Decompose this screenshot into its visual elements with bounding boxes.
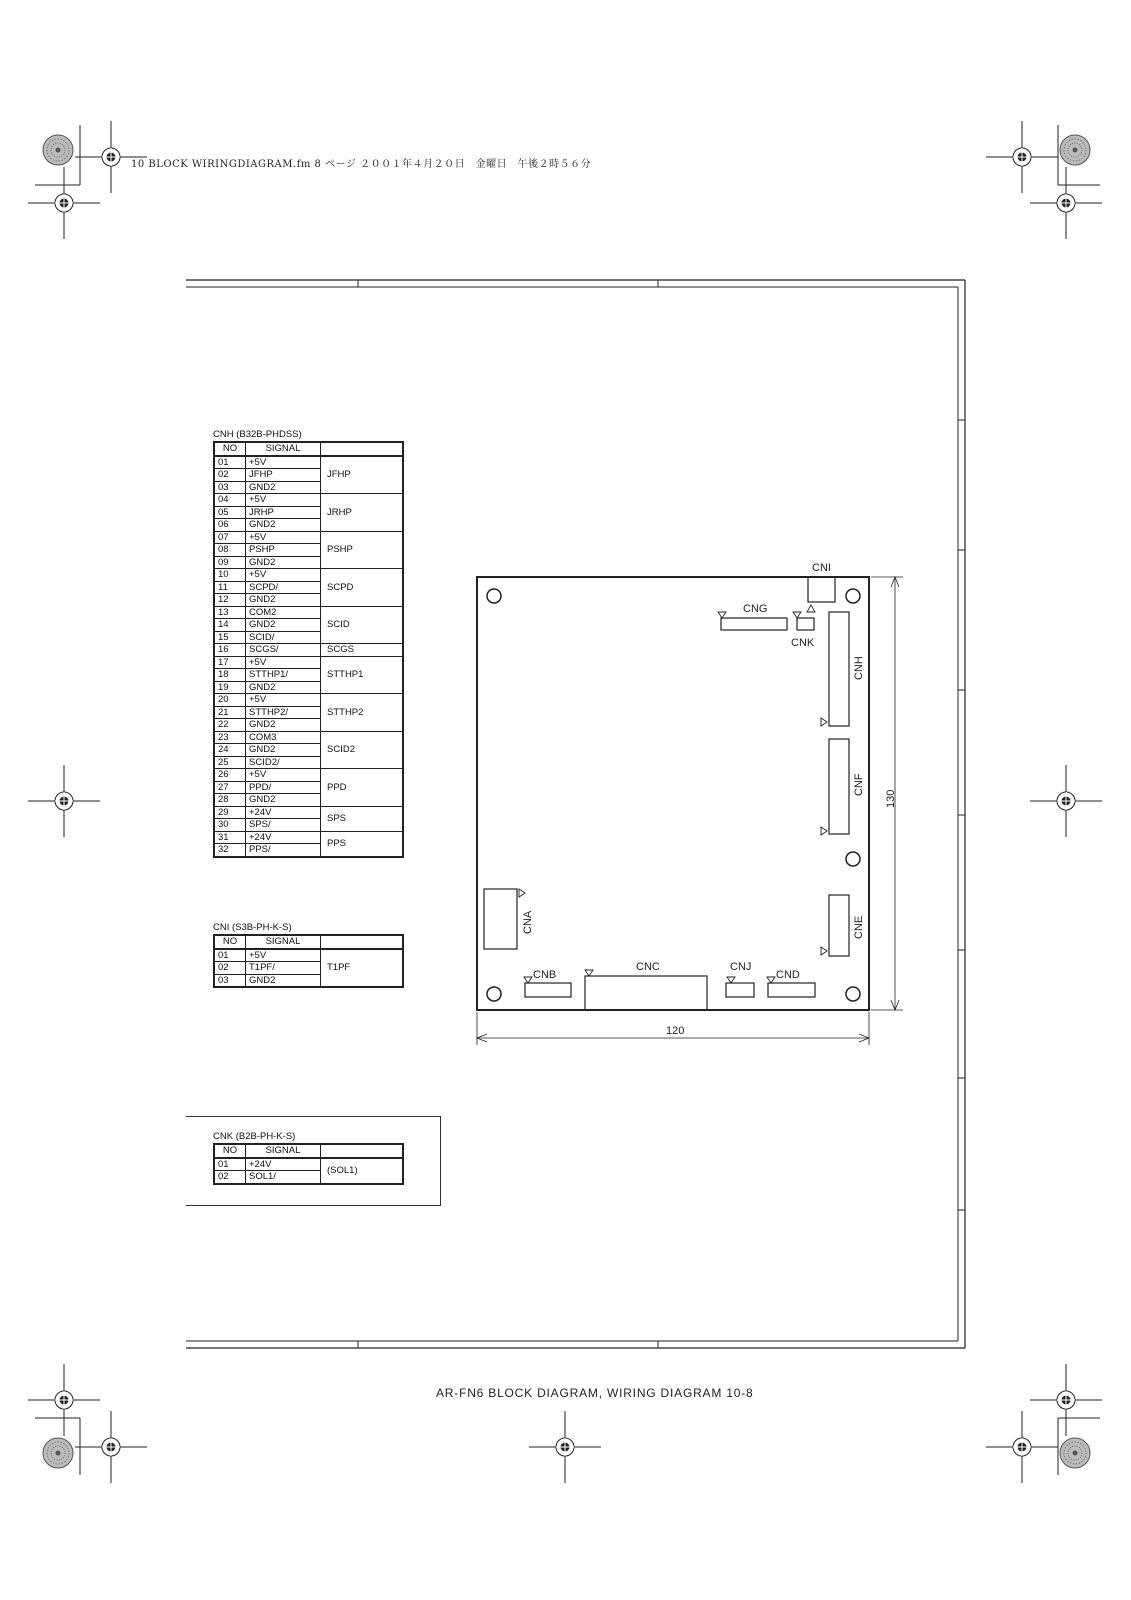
pin-signal: +5V bbox=[246, 949, 321, 962]
pin-number: 07 bbox=[214, 531, 246, 544]
signal-group: STTHP2 bbox=[321, 694, 404, 732]
footprint-cng bbox=[721, 618, 787, 630]
col-no: NO bbox=[214, 1144, 246, 1158]
pin-signal: GND2 bbox=[246, 744, 321, 757]
pin-number: 24 bbox=[214, 744, 246, 757]
registration-mark bbox=[1030, 1364, 1102, 1436]
footprint-cna bbox=[484, 889, 517, 949]
pin-number: 03 bbox=[214, 974, 246, 987]
mounting-hole bbox=[846, 987, 860, 1001]
pin-row bbox=[214, 456, 403, 469]
pin-row bbox=[214, 569, 403, 582]
pin-row bbox=[214, 494, 403, 507]
pin-number: 20 bbox=[214, 694, 246, 707]
pin-signal: SCID/ bbox=[246, 631, 321, 644]
registration-mark bbox=[28, 1364, 100, 1436]
pin-number: 32 bbox=[214, 844, 246, 857]
pin-number: 17 bbox=[214, 656, 246, 669]
footprint-cni bbox=[808, 577, 835, 602]
pin-number: 31 bbox=[214, 831, 246, 844]
pin-number: 21 bbox=[214, 706, 246, 719]
cni-pin-table bbox=[213, 934, 404, 988]
signal-group: JFHP bbox=[321, 456, 404, 494]
pin-signal: +5V bbox=[246, 494, 321, 507]
registration-mark bbox=[28, 765, 100, 837]
signal-group: STTHP1 bbox=[321, 656, 404, 694]
pin-signal: PPD/ bbox=[246, 781, 321, 794]
pin-signal: GND2 bbox=[246, 974, 321, 987]
pin-number: 29 bbox=[214, 806, 246, 819]
pin-number: 28 bbox=[214, 794, 246, 807]
footprint-cnc bbox=[585, 976, 707, 1010]
registration-mark bbox=[529, 1411, 601, 1483]
signal-group: PPS bbox=[321, 831, 404, 857]
pin-signal: SCID2/ bbox=[246, 756, 321, 769]
pin-signal: +24V bbox=[246, 1158, 321, 1171]
mounting-hole bbox=[846, 589, 860, 603]
pin-signal: +24V bbox=[246, 831, 321, 844]
pin-number: 25 bbox=[214, 756, 246, 769]
registration-mark bbox=[986, 1411, 1058, 1483]
pin-row bbox=[214, 731, 403, 744]
mounting-hole bbox=[487, 589, 501, 603]
label-cni: CNI bbox=[812, 562, 831, 574]
pin-signal: +5V bbox=[246, 694, 321, 707]
pin-number: 19 bbox=[214, 681, 246, 694]
print-header: 10 BLOCK WIRINGDIAGRAM.fm 8 ページ ２００１年４月２０日 金曜日 午後２時５６分 bbox=[131, 159, 592, 170]
pin-signal: GND2 bbox=[246, 719, 321, 732]
pin-signal: GND2 bbox=[246, 594, 321, 607]
pin-number: 10 bbox=[214, 569, 246, 582]
pin-number: 14 bbox=[214, 619, 246, 632]
pin-signal: COM2 bbox=[246, 606, 321, 619]
pin-row bbox=[214, 644, 403, 657]
crop-marks bbox=[35, 125, 1100, 1475]
footprint-cnf bbox=[829, 739, 849, 834]
starburst-mark bbox=[43, 135, 73, 165]
pin-signal: SPS/ bbox=[246, 819, 321, 832]
label-cnf: CNF bbox=[853, 773, 865, 796]
pin-number: 15 bbox=[214, 631, 246, 644]
pin-signal: JFHP bbox=[246, 469, 321, 482]
cnh-connector-block bbox=[213, 429, 404, 858]
pin-number: 16 bbox=[214, 644, 246, 657]
pin-signal: GND2 bbox=[246, 681, 321, 694]
pin-row bbox=[214, 694, 403, 707]
pin-signal: +24V bbox=[246, 806, 321, 819]
pin-number: 01 bbox=[214, 456, 246, 469]
cnh-title: CNH (B32B-PHDSS) bbox=[213, 429, 302, 440]
pin-signal: +5V bbox=[246, 569, 321, 582]
signal-group: JRHP bbox=[321, 494, 404, 532]
footprint-cnh bbox=[829, 612, 849, 726]
pin-signal: SOL1/ bbox=[246, 1171, 321, 1184]
pin-signal: GND2 bbox=[246, 619, 321, 632]
pin-number: 30 bbox=[214, 819, 246, 832]
pin-number: 01 bbox=[214, 1158, 246, 1171]
dimension-width: 120 bbox=[666, 1025, 685, 1037]
label-cne: CNE bbox=[853, 915, 865, 939]
footprint-cnd bbox=[768, 983, 815, 997]
pin-number: 04 bbox=[214, 494, 246, 507]
label-cnk: CNK bbox=[791, 637, 815, 649]
pin-number: 03 bbox=[214, 481, 246, 494]
registration-mark bbox=[28, 167, 100, 239]
col-signal: SIGNAL bbox=[246, 935, 321, 949]
footprint-cnj bbox=[726, 983, 754, 997]
pin-signal: +5V bbox=[246, 769, 321, 782]
cnk-pin-table bbox=[213, 1143, 404, 1185]
pin-row bbox=[214, 949, 403, 962]
mounting-hole bbox=[487, 987, 501, 1001]
pin-number: 22 bbox=[214, 719, 246, 732]
pin-signal: COM3 bbox=[246, 731, 321, 744]
pin-signal: STTHP1/ bbox=[246, 669, 321, 682]
label-cnj: CNJ bbox=[730, 961, 752, 973]
pin-number: 01 bbox=[214, 949, 246, 962]
pin-signal: SCPD/ bbox=[246, 581, 321, 594]
pin-signal: GND2 bbox=[246, 519, 321, 532]
label-cnb: CNB bbox=[533, 969, 557, 981]
pin-signal: +5V bbox=[246, 531, 321, 544]
label-cna: CNA bbox=[522, 910, 534, 934]
pin-signal: PSHP bbox=[246, 544, 321, 557]
pin-signal: STTHP2/ bbox=[246, 706, 321, 719]
cni-connector-block bbox=[213, 922, 404, 988]
footprint-cnk bbox=[797, 618, 814, 630]
mounting-hole bbox=[846, 852, 860, 866]
pin-signal: GND2 bbox=[246, 481, 321, 494]
pin-row bbox=[214, 531, 403, 544]
pin-number: 06 bbox=[214, 519, 246, 532]
col-group bbox=[321, 442, 404, 456]
cnk-connector-block bbox=[213, 1131, 404, 1185]
pin-number: 02 bbox=[214, 962, 246, 975]
label-cnc: CNC bbox=[636, 961, 660, 973]
col-signal: SIGNAL bbox=[246, 442, 321, 456]
signal-group: SCID2 bbox=[321, 731, 404, 769]
footprint-cnb bbox=[525, 983, 571, 997]
label-cnh: CNH bbox=[853, 656, 865, 680]
col-no: NO bbox=[214, 935, 246, 949]
signal-group: SCID bbox=[321, 606, 404, 644]
signal-group: SCGS bbox=[321, 644, 404, 657]
cni-title: CNI (S3B-PH-K-S) bbox=[213, 922, 292, 933]
pin-signal: +5V bbox=[246, 456, 321, 469]
pin-number: 23 bbox=[214, 731, 246, 744]
pin-number: 05 bbox=[214, 506, 246, 519]
registration-mark bbox=[986, 121, 1058, 193]
signal-group: T1PF bbox=[321, 949, 404, 988]
pin-number: 11 bbox=[214, 581, 246, 594]
pin-signal: SCGS/ bbox=[246, 644, 321, 657]
pin-number: 26 bbox=[214, 769, 246, 782]
pin-signal: GND2 bbox=[246, 794, 321, 807]
label-cng: CNG bbox=[743, 603, 768, 615]
pin-signal: JRHP bbox=[246, 506, 321, 519]
pin-number: 02 bbox=[214, 1171, 246, 1184]
registration-mark bbox=[1030, 765, 1102, 837]
dimension-height: 130 bbox=[885, 789, 897, 808]
pin-signal: PPS/ bbox=[246, 844, 321, 857]
signal-group: (SOL1) bbox=[321, 1158, 404, 1184]
pin-number: 27 bbox=[214, 781, 246, 794]
signal-group: SCPD bbox=[321, 569, 404, 607]
pin-row bbox=[214, 1158, 403, 1171]
col-signal: SIGNAL bbox=[246, 1144, 321, 1158]
pin-row bbox=[214, 831, 403, 844]
footprint-cne bbox=[829, 895, 849, 956]
col-no: NO bbox=[214, 442, 246, 456]
pin-row bbox=[214, 769, 403, 782]
pin-number: 18 bbox=[214, 669, 246, 682]
pin-signal: +5V bbox=[246, 656, 321, 669]
signal-group: SPS bbox=[321, 806, 404, 831]
pin-number: 02 bbox=[214, 469, 246, 482]
col-group bbox=[321, 935, 404, 949]
pin-row bbox=[214, 606, 403, 619]
starburst-mark bbox=[43, 1438, 73, 1468]
label-cnd: CND bbox=[776, 969, 800, 981]
pin-signal: GND2 bbox=[246, 556, 321, 569]
col-group bbox=[321, 1144, 404, 1158]
cnk-title: CNK (B2B-PH-K-S) bbox=[213, 1131, 296, 1142]
pin-number: 08 bbox=[214, 544, 246, 557]
registration-mark bbox=[75, 121, 147, 193]
pin-signal: T1PF/ bbox=[246, 962, 321, 975]
signal-group: PSHP bbox=[321, 531, 404, 569]
signal-group: PPD bbox=[321, 769, 404, 807]
pin-number: 13 bbox=[214, 606, 246, 619]
page-footer: AR-FN6 BLOCK DIAGRAM, WIRING DIAGRAM 10-8 bbox=[436, 1386, 754, 1400]
registration-mark bbox=[1030, 167, 1102, 239]
starburst-mark bbox=[1060, 1438, 1090, 1468]
pin-row bbox=[214, 656, 403, 669]
cnh-pin-table bbox=[213, 441, 404, 858]
registration-mark bbox=[75, 1411, 147, 1483]
pin-number: 12 bbox=[214, 594, 246, 607]
pin-number: 09 bbox=[214, 556, 246, 569]
starburst-mark bbox=[1060, 135, 1090, 165]
pin-row bbox=[214, 806, 403, 819]
